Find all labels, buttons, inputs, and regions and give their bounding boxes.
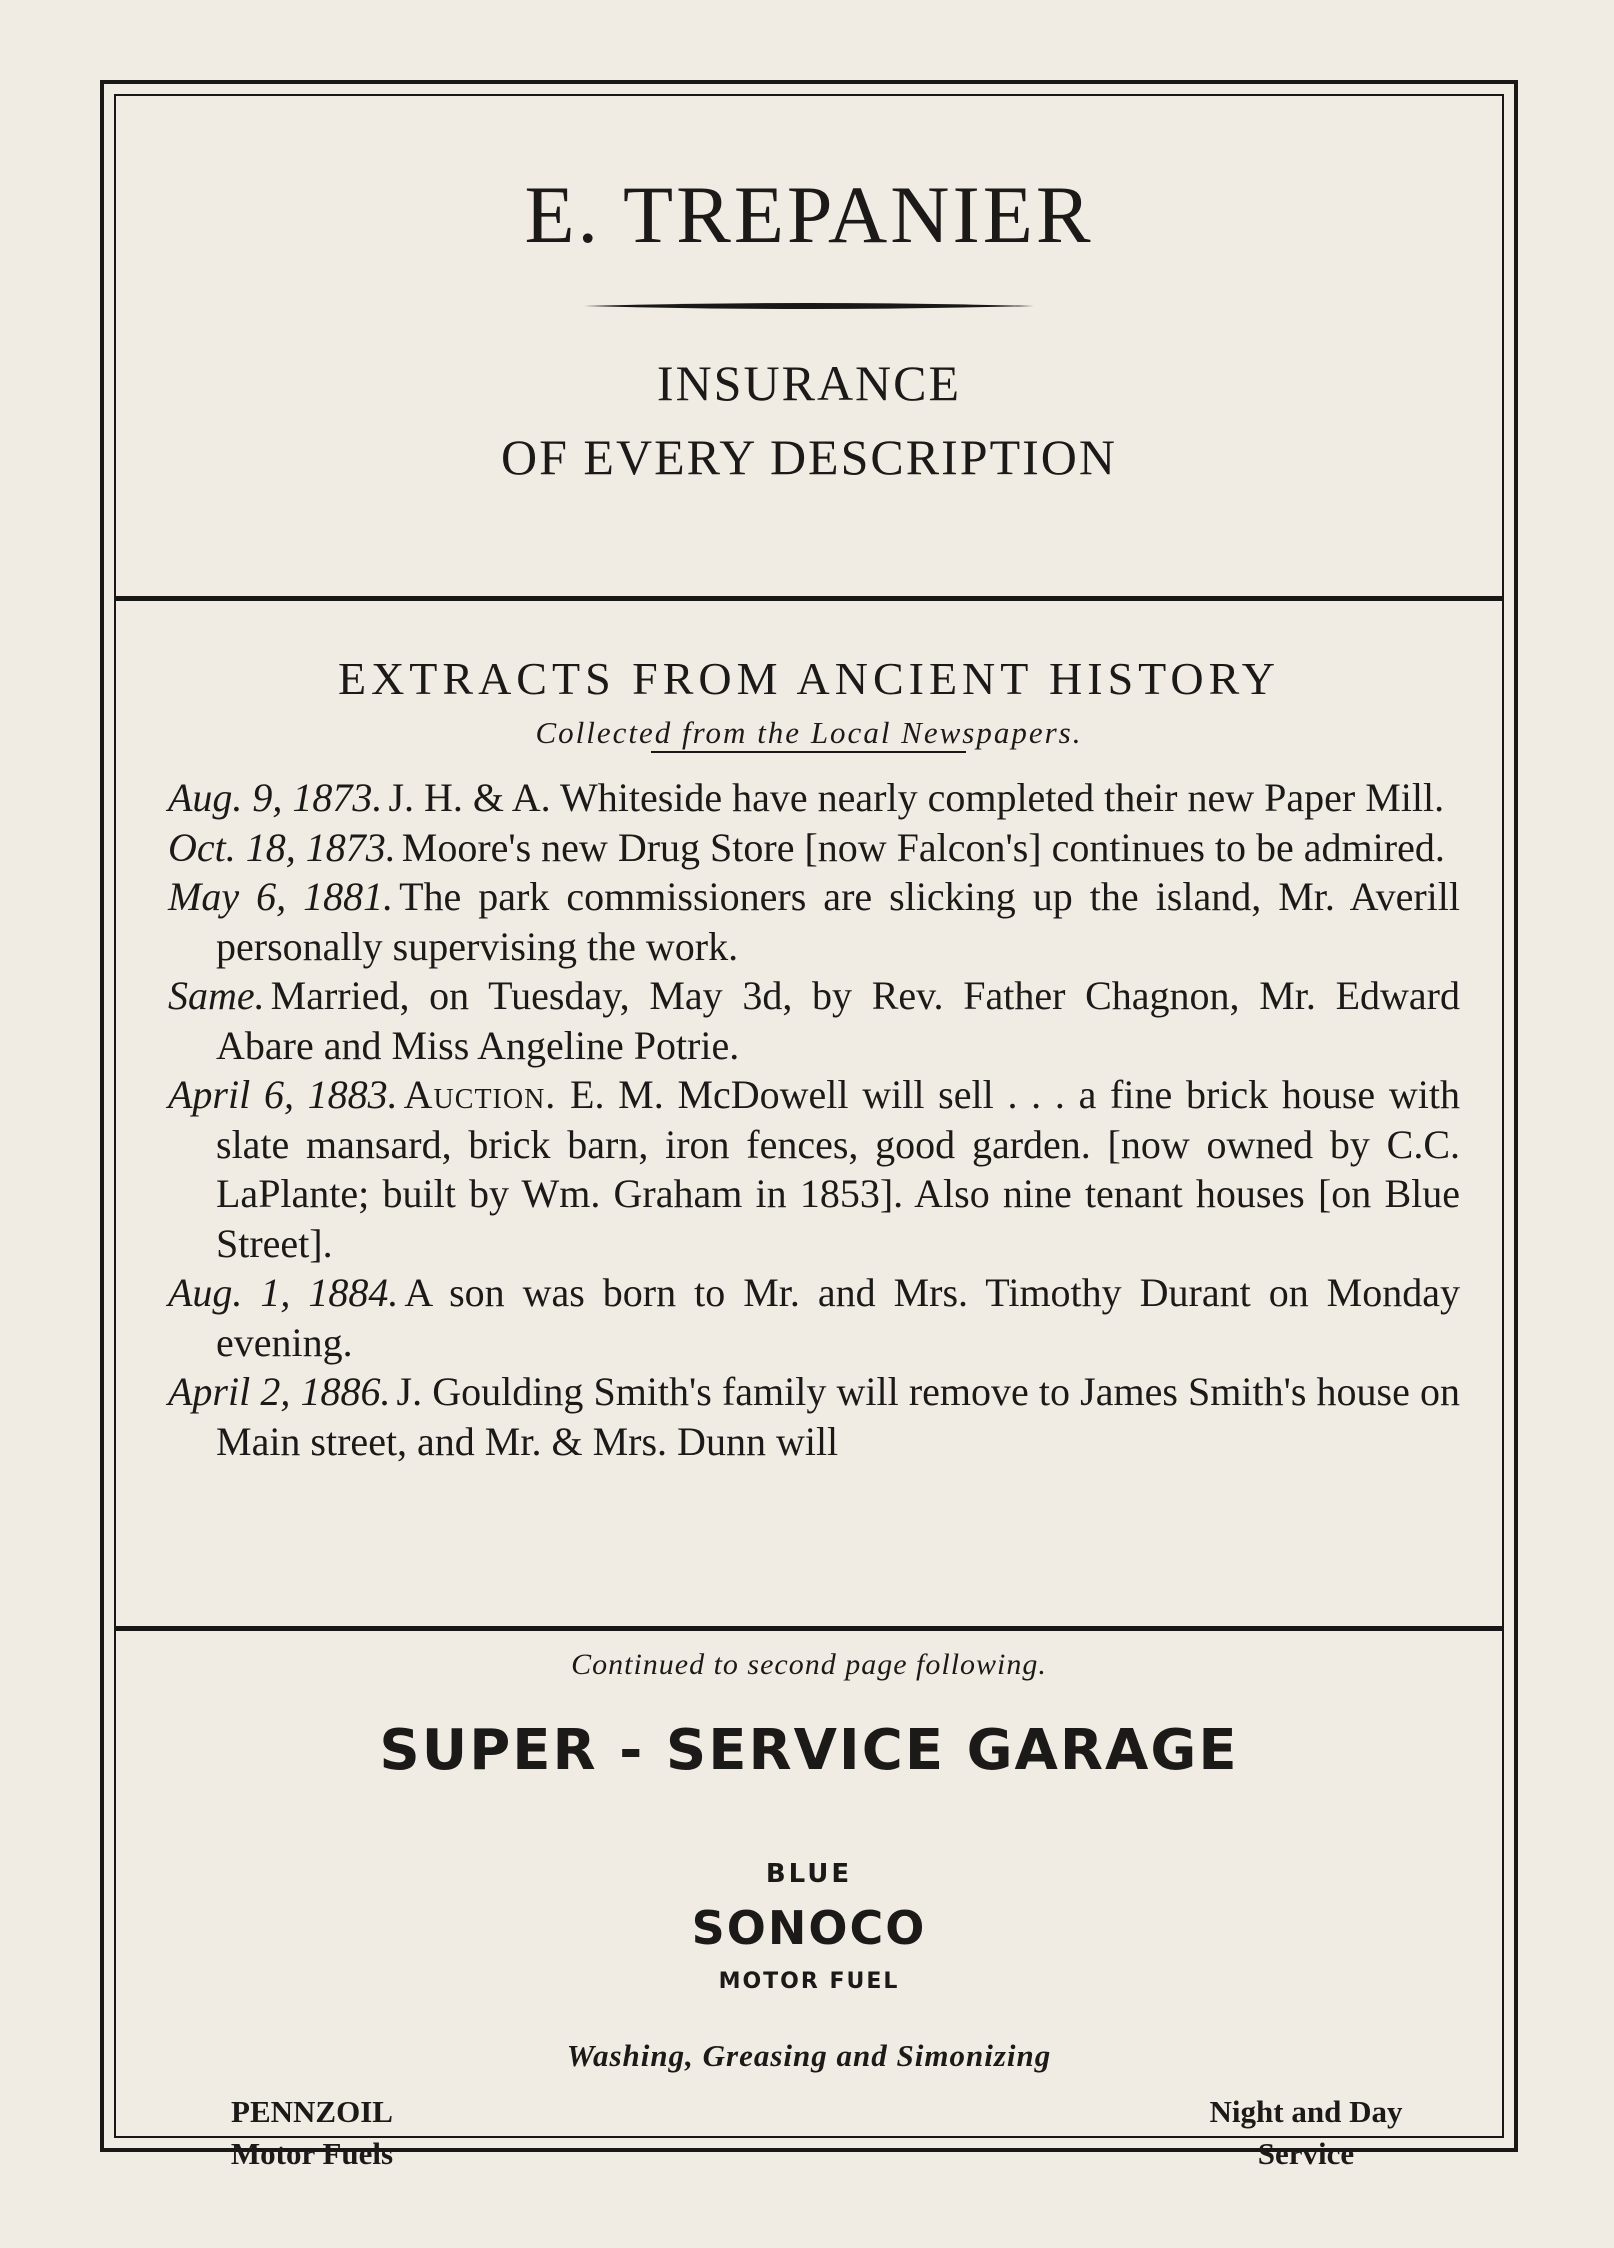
extracts-section <box>116 601 1502 1681</box>
pennzoil-line: PENNZOIL <box>231 2094 393 2129</box>
entry-date: April 2, 1886. <box>168 1369 391 1414</box>
blue-label: BLUE <box>765 1859 853 1889</box>
extracts-subtitle: Collected from the Local Newspapers. <box>535 715 1083 750</box>
garage-ad <box>116 1631 1502 2171</box>
history-entry <box>168 1070 1460 1268</box>
page-border <box>100 80 1518 2171</box>
entry-date: Aug. 9, 1873. <box>168 775 383 820</box>
history-entry <box>168 1268 1460 1367</box>
entry-text: Moore's new Drug Store [now Falcon's] continues to be admired. <box>401 824 1445 870</box>
extracts-entries <box>168 773 1460 1466</box>
motor-fuels-line: Motor Fuels <box>230 2136 394 2171</box>
history-entry <box>168 1367 1460 1466</box>
history-entry <box>168 773 1460 823</box>
entry-date: Same. <box>168 973 265 1018</box>
inner-border <box>114 94 1504 2171</box>
flourish-rule <box>584 301 1034 311</box>
entry-lead: Auction. <box>403 1072 557 1117</box>
night-day-block <box>1156 2091 1456 2175</box>
history-entry <box>168 971 1460 1070</box>
history-entry <box>168 823 1460 873</box>
entry-text: E. M. McDowell will sell . . . a fine brick house with slate mansard, brick barn, iron fences, good garden. [now owned by C.C. LaPlante; built by Wm. Graham in 1853]. Also nine tenant houses [on Blue Street]. <box>216 1072 1460 1266</box>
services-line: Washing, Greasing and Simonizing <box>566 2038 1052 2073</box>
entry-text: The park commissioners are slicking up the island, Mr. Averill personally supervising the work. <box>216 874 1461 969</box>
night-day-line: Night and Day <box>1209 2094 1403 2129</box>
entry-text: J. H. & A. Whiteside have nearly completed their new Paper Mill. <box>388 775 1445 820</box>
entry-text: A son was born to Mr. and Mrs. Timothy Durant on Monday evening. <box>216 1270 1461 1365</box>
entry-date: Oct. 18, 1873. <box>168 824 396 870</box>
entry-date: Aug. 1, 1884. <box>168 1270 399 1315</box>
service-line: Service <box>1257 2136 1355 2171</box>
trepanier-ad <box>116 96 1502 596</box>
garage-name: SUPER - SERVICE GARAGE <box>379 1718 1239 1783</box>
motor-fuel-label: MOTOR FUEL <box>718 1969 900 1994</box>
subtitle-underline <box>651 751 966 753</box>
company-name: E. TREPANIER <box>524 169 1094 260</box>
insurance-line-2: OF EVERY DESCRIPTION <box>501 429 1117 485</box>
entry-text: Married, on Tuesday, May 3d, by Rev. Father Chagnon, Mr. Edward Abare and Miss Angeline Potrie. <box>216 973 1460 1068</box>
entry-date: April 6, 1883. <box>168 1072 398 1117</box>
history-entry <box>168 872 1460 971</box>
entry-date: May 6, 1881. <box>168 874 394 919</box>
brand-name: SONOCO <box>691 1901 927 1955</box>
continued-note: Continued to second page following. <box>571 1648 1047 1681</box>
entry-text: J. Goulding Smith's family will remove to James Smith's house on Main street, and Mr. & Mrs. Dunn will <box>216 1369 1460 1464</box>
extracts-title: EXTRACTS FROM ANCIENT HISTORY <box>337 653 1281 704</box>
pennzoil-block <box>162 2091 462 2175</box>
insurance-line-1: INSURANCE <box>656 355 962 411</box>
